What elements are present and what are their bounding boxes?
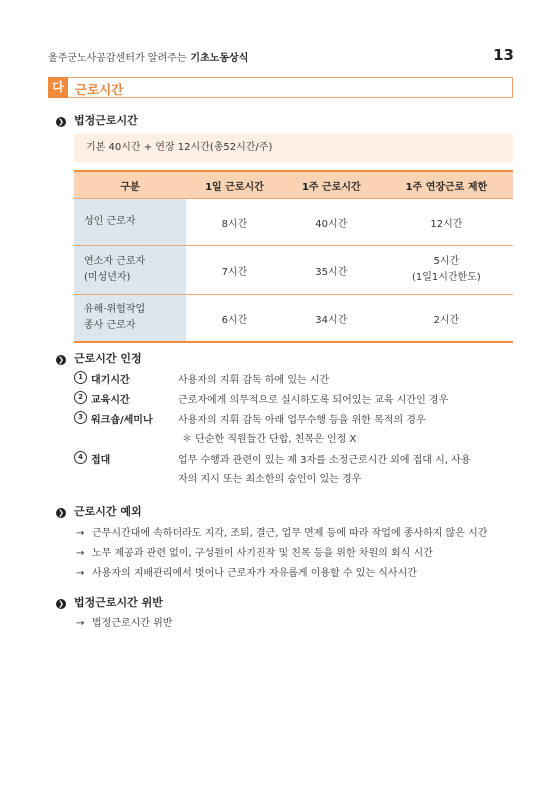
subheading-exceptions-text: 근로시간 예외 xyxy=(74,505,142,518)
header-org xyxy=(48,49,248,64)
table-header-row xyxy=(74,171,513,199)
cell-week: 40시간 xyxy=(283,199,380,246)
item-desc: 근로자에게 의무적으로 실시하도록 되어있는 교육 시간인 경우 xyxy=(178,395,449,406)
statutory-summary: 기본 40시간 + 연장 12시간(총52시간/주) xyxy=(74,134,513,162)
row-label-line1: 유해·위험작업 xyxy=(84,304,146,315)
list-item-text: 근무시간대에 속하더라도 지각, 조퇴, 결근, 업무 면제 등에 따라 작업에 종사하지 않은 시간 xyxy=(92,528,488,539)
col-header: 1주 근로시간 xyxy=(283,171,380,199)
header-org-text: 울주군노사공감센터가 알려주는 xyxy=(48,53,187,64)
arrow-icon: → xyxy=(76,548,85,559)
cell-day: 8시간 xyxy=(186,199,283,246)
cell-week: 35시간 xyxy=(283,246,380,295)
list-item xyxy=(76,564,487,584)
page-header xyxy=(48,46,514,66)
bullet-icon: ❯ xyxy=(56,117,66,127)
hours-table xyxy=(74,170,513,343)
subheading-recognition-text: 근로시간 인정 xyxy=(74,352,142,365)
item-desc-text: 사용자의 지휘 감독 아래 업무수행 등을 위한 목적의 경우 xyxy=(178,415,426,426)
row-label-line1: 연소자 근로자 xyxy=(84,256,146,267)
row-label-line2: 종사 근로자 xyxy=(84,320,136,331)
subheading-violation xyxy=(56,594,163,610)
violation-list xyxy=(76,614,172,634)
row-label xyxy=(74,246,186,295)
list-item-text: 법정근로시간 위반 xyxy=(92,618,173,629)
cell-ext: 2시간 xyxy=(380,295,513,343)
list-item xyxy=(74,451,514,491)
subheading-recognition xyxy=(56,350,142,366)
item-term: 교육시간 xyxy=(91,395,130,406)
bullet-icon: ❯ xyxy=(56,508,66,518)
list-item xyxy=(76,614,172,634)
item-desc-text2: 자의 지시 또는 최소한의 승인이 있는 경우 xyxy=(178,474,362,485)
item-number: 1 xyxy=(74,371,87,384)
cell-day: 6시간 xyxy=(186,295,283,343)
list-item xyxy=(76,544,487,564)
subheading-statutory-text: 법정근로시간 xyxy=(74,114,138,127)
arrow-icon: → xyxy=(76,528,85,539)
arrow-icon: → xyxy=(76,568,85,579)
item-note: ＊ 단순한 직원들간 단합, 친목은 인정 X xyxy=(182,434,357,445)
item-number: 2 xyxy=(74,391,87,404)
list-item-text: 사용자의 지배관리에서 벗어나 근로자가 자유롭게 이용할 수 있는 식사시간 xyxy=(92,568,417,579)
table-row xyxy=(74,295,513,343)
cell-week: 34시간 xyxy=(283,295,380,343)
cell-ext: 12시간 xyxy=(380,199,513,246)
item-desc: 사용자의 지휘 감독 하에 있는 시간 xyxy=(178,375,330,386)
list-item xyxy=(74,371,514,391)
item-desc xyxy=(178,451,508,489)
cell-ext-line1: 5시간 xyxy=(433,256,460,267)
list-item xyxy=(76,524,487,544)
item-number: 3 xyxy=(74,411,87,424)
row-label-line2: (미성년자) xyxy=(84,272,131,283)
row-label xyxy=(74,295,186,343)
col-header: 1일 근로시간 xyxy=(186,171,283,199)
section-title: 근로시간 xyxy=(75,82,124,97)
item-desc xyxy=(178,411,508,449)
list-item xyxy=(74,411,514,451)
recognition-list xyxy=(74,371,514,491)
row-label xyxy=(74,199,186,246)
section-letter: 다 xyxy=(48,77,68,98)
arrow-icon: → xyxy=(76,618,85,629)
item-term: 워크숍/세미나 xyxy=(91,415,153,426)
item-desc-text: 업무 수행과 관련이 있는 제 3자를 소정근로시간 외에 접대 시, 사용 xyxy=(178,455,471,466)
bullet-icon: ❯ xyxy=(56,599,66,609)
subheading-violation-text: 법정근로시간 위반 xyxy=(74,596,163,609)
header-title: 기초노동상식 xyxy=(190,53,249,64)
list-item-text: 노무 제공과 관련 없이, 구성원이 사기진작 및 친목 등을 위한 차원의 회식 시간 xyxy=(92,548,433,559)
cell-day: 7시간 xyxy=(186,246,283,295)
bullet-icon: ❯ xyxy=(56,355,66,365)
cell-ext-line2: (1일1시간한도) xyxy=(411,272,481,283)
subheading-exceptions xyxy=(56,503,142,519)
item-term: 대기시간 xyxy=(91,375,130,386)
col-header: 구분 xyxy=(74,171,186,199)
col-header: 1주 연장근로 제한 xyxy=(380,171,513,199)
table-row xyxy=(74,199,513,246)
row-label-line1: 성인 근로자 xyxy=(84,216,136,227)
page-number: 13 xyxy=(493,46,514,64)
item-number: 4 xyxy=(74,451,87,464)
subheading-statutory xyxy=(56,112,138,128)
list-item xyxy=(74,391,514,411)
cell-ext xyxy=(380,246,513,295)
table-row xyxy=(74,246,513,295)
section-bar xyxy=(48,77,513,98)
exceptions-list xyxy=(76,524,487,584)
item-term: 접대 xyxy=(91,455,111,466)
